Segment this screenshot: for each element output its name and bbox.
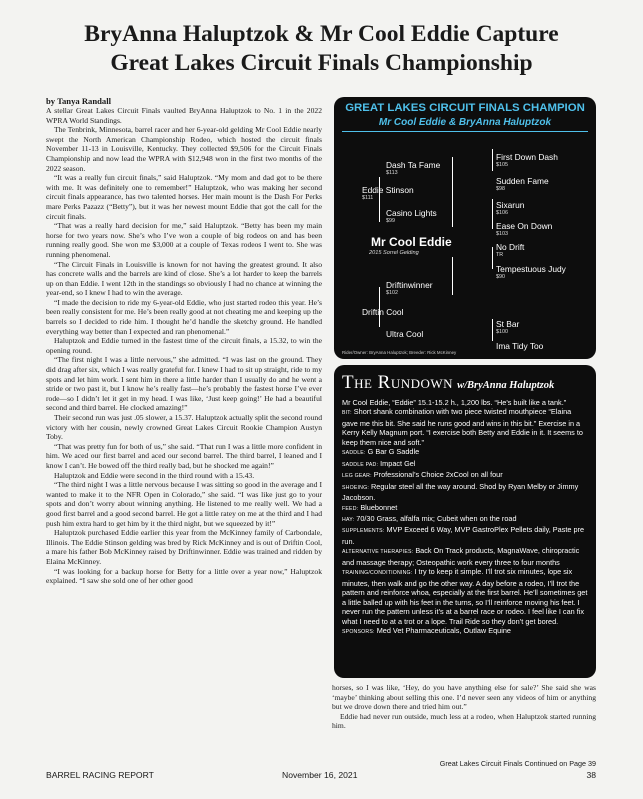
byline: by Tanya Randall [46, 96, 111, 106]
article-paragraph: Haluptzok and Eddie were second in the third round with a 15.43. [54, 470, 255, 480]
headline [0, 20, 643, 78]
article-paragraph: “I was looking for a backup horse for Betty for a little over a year now,” Haluptzok explained. “I saw she sold one of her other good [46, 566, 322, 586]
pedigree-dd-sire: St Bar $100 [496, 319, 520, 335]
owner-credit: Rider/Owner: BryAnna Haluptzok; Breeder: Rick McKinney [342, 350, 457, 355]
champion-box [334, 97, 596, 359]
rundown-item-text: MVP Exceed 6 Way, MVP GastroPlex Pellets daily, Paste pre run. [342, 525, 585, 546]
article-column-right [332, 683, 596, 757]
rundown-item-text: Short shank combination with two piece twisted mouthpiece “Elaina gave me this bit. She said he runs good and wins in this bit.” Exercise in a Kerry Kelly Magnum port. “I exercise both Betty and Eddie in it. It seems to keep them nice and soft.” [342, 407, 583, 447]
rundown-item [342, 482, 588, 503]
rundown-item [342, 459, 588, 470]
rundown-body [342, 398, 588, 637]
champion-divider [342, 131, 588, 132]
article-column-left [46, 106, 322, 746]
pedigree-line [492, 199, 493, 229]
rundown-item [342, 470, 588, 481]
article-paragraph: Haluptzok purchased Eddie earlier this year from the McKinney family of Carbondale, Illinois. The Eddie Stinson gelding was bred by Rick McKinney and is out of Driftin Cool, a mare his father Bob McKinney raised by Driftinwinner. Eddie was trained and ridden by Elaina McKinney. [46, 528, 322, 566]
footer-page-number: 38 [586, 770, 596, 780]
article-paragraph: Haluptzok and Eddie turned in the fastest time of the circuit finals, a 15.32, to win the opening round. [46, 336, 322, 355]
pedigree-line [452, 257, 453, 295]
rundown-item-text: Med Vet Pharmaceuticals, Outlaw Equine [376, 625, 511, 635]
pedigree-dam-dam: Ultra Cool [386, 329, 424, 339]
rundown-item-label: SPONSORS: [342, 628, 375, 635]
rundown-item-text: Regular steel all the way around. Shod by Ryan Melby or Jimmy Jacobson. [342, 481, 579, 503]
rundown-item-text: 70/30 Grass, alfalfa mix; Cubeit when on the road [356, 513, 517, 523]
pedigree-dd-dam: Ima Tidy Too [496, 341, 544, 351]
rundown-item-label: SUPPLEMENTS: [342, 528, 385, 535]
rundown-item-label: BIT: [342, 410, 352, 417]
rundown-item [342, 626, 588, 637]
rundown-item-text: Back On Track products, MagnaWave, chiropractic and massage therapy; Osteopathic work every three to four months [342, 546, 580, 567]
rundown-item-label: SHOEING: [342, 484, 369, 491]
pedigree-sd-dam: Ease On Down $103 [496, 221, 553, 237]
rundown-item-label: HAY: [342, 516, 355, 523]
article-paragraph: horses, so I was like, ‘Hey, do you have anything else for sale?’ She said she was ‘maybe’ thinking about selling this one. I’d never seen any videos of him or anything but we drove down there and tried him out.” [332, 683, 596, 712]
article-paragraph: Their second run was just .05 slower, a 15.37. Haluptzok actually split the second round victory with her cousin, newly crowned Great Lakes Circuit Rookie Champion Austyn Toby. [46, 413, 322, 442]
article-paragraph: Eddie had never run outside, much less at a rodeo, when Haluptzok started running him. [332, 711, 596, 731]
article-paragraph: “That was pretty fun for both of us,” she said. “That run I was a little more confident in him. We aced our first barrel and aced our second barrel. The third barrel, I leaned and I know I can’t. He bowed off the third really bad, but he shocked me again!” [46, 441, 322, 470]
article-paragraph: “The third night I was a little nervous because I was sitting so good in the average and I wanted to make it to the NFR Open in Colorado,” she said. “I was like just go to your spots and don’t worry about winning anything. He listened to me really well. We had a good first barrel and a good second barrel. He got a little ratey on me at the third and I had push him extra hard to get him by it the third night, but we squeezed by it!” [46, 480, 322, 528]
article-paragraph: “The Circuit Finals in Louisville is known for not having the greatest ground. It also has concrete walls and the barrels are kind of close. She’s a lot harder to keep the barrels up on than Eddie. I went 12th in the standings so obviously I had no chance at winning the year-end, so I knew I had to win the average. [46, 259, 322, 298]
article-paragraph: A stellar Great Lakes Circuit Finals vaulted BryAnna Haluptzok to No. 1 in the 2022 WPRA World Standings. [46, 106, 322, 125]
article-paragraph: “The first night I was a little nervous,” she admitted. “I was last on the ground. They did drag after six, which I was really grateful for. I knew I had to sit up straight, ride to my spots and let him work. I sent him in there a little harder than I usually do and he went a stride or two past it, but I know he’s really fast—he’s probably the fastest horse I’ve ever rode—so I didn’t let it get in my head. I was like, ‘Just keep going!’ He had a beautiful second and third barrel. He clocked amazing!” [46, 355, 322, 413]
pedigree-sire-sire: Dash Ta Fame $113 [386, 160, 441, 176]
pedigree-sd-sire: Sixarun $106 [496, 200, 525, 216]
rundown-item-label: SADDLE PAD: [342, 461, 379, 468]
champion-header: GREAT LAKES CIRCUIT FINALS CHAMPION [345, 102, 585, 114]
rundown-item-label: SADDLE: [342, 450, 366, 457]
champion-subheader: Mr Cool Eddie & BryAnna Haluptzok [378, 117, 552, 128]
rundown-intro: Mr Cool Eddie, “Eddie” 15.1-15.2 h., 1,200 lbs. “He’s built like a tank.” [342, 398, 567, 407]
pedigree-horse: Mr Cool Eddie 2015 Sorrel Gelding [369, 235, 452, 256]
pedigree-dam: Driftin Cool [362, 307, 404, 317]
rundown-item [342, 525, 588, 546]
rundown-item [342, 567, 588, 626]
rundown-box [334, 365, 596, 678]
pedigree-sire-dam: Casino Lights $99 [386, 208, 437, 224]
headline-line-2: Great Lakes Circuit Finals Championship [110, 50, 533, 76]
footer-publication: BARREL RACING REPORT [46, 770, 154, 780]
footer-date: November 16, 2021 [282, 770, 358, 780]
rundown-item [342, 447, 588, 458]
rundown-item-text: Bluebonnet [360, 502, 398, 512]
article-paragraph: The Tenbrink, Minnesota, barrel racer and her 6-year-old gelding Mr Cool Eddie nearly swept the North American Championship Rodeo, which hosted the circuit finals November 11-13 in Louisville, Kentucky. They collected $9,506 for the Circuit Finals Championship and now lead the WPRA with $12,948 won in the first two months of the 2022 season. [46, 125, 322, 173]
article-paragraph: “I made the decision to ride my 6-year-old Eddie, who just started rodeo this year. He’s been really consistent for me. He’s been really good at not cheating me and keeping up the barrels so I decided to ride him. I thought he’d handle the sketchy ground. He handled everything way better than I expected and ran phenomenal.” [46, 297, 322, 336]
article-paragraph: “That was a really hard decision for me,” said Haluptzok. “Betty has been my main horse for two years now. She’s who I’ve won a couple of big rodeos on and has been running really good. She won me $3,000 at a couple of Texas rodeos I went to. She was running phenomenal. [46, 221, 322, 259]
rundown-item [342, 407, 588, 447]
pedigree-line [492, 247, 493, 269]
pedigree-ds-sire: No Drift TR [496, 242, 525, 258]
pedigree-line [492, 149, 493, 171]
rundown-item [342, 503, 588, 514]
rundown-item-label: TRAINING/CONDITIONING: [342, 570, 413, 577]
rundown-item [342, 514, 588, 525]
rundown-item-label: LEG GEAR: [342, 473, 372, 480]
rundown-item-text: Impact Gel [380, 458, 416, 468]
rundown-item-label: ALTERNATIVE THERAPIES: [342, 549, 414, 556]
rundown-heading [342, 372, 554, 394]
rundown-item-label: FEED: [342, 505, 359, 512]
headline-line-1: BryAnna Haluptzok & Mr Cool Eddie Capture [84, 21, 559, 47]
pedigree-dam-sire: Driftinwinner $102 [386, 280, 433, 296]
continued-note: Great Lakes Circuit Finals Continued on Page 39 [439, 759, 596, 768]
rundown-item-text: I try to keep it simple. I’ll trot six minutes, lope six minutes, then walk and go the other way. A day before a rodeo, I’ll trot the pattern and reinforce whoa, especially at the first barrel. He’ll sometimes get a little balled up with his feet in the turns, so I’ll reinforce moving his feet. I never run the pattern unless it’s at a barrel race or rodeo. I feel like I can fix what I need to at a trot or a lope. Trail Ride so they don’t get bored. [342, 567, 588, 626]
pedigree-ds-dam: Tempestuous Judy $90 [496, 264, 566, 280]
rundown-with: w/BryAnna Haluptzok [457, 380, 555, 391]
pedigree-ss-dam: Sudden Fame $98 [496, 176, 549, 192]
pedigree-line [492, 319, 493, 341]
pedigree-line [452, 157, 453, 227]
pedigree-ss-sire: First Down Dash $105 [496, 152, 558, 168]
rundown-item [342, 546, 588, 567]
article-paragraph: “It was a really fun circuit finals,” said Haluptzok. “My mom and dad got to be there with me. It was definitely one to remember!” Haluptzok, who was making her second circuit finals appearance, has two talented horses. Her main mount is the Dash For Perks mare Perks Pazazz (“Betty”), but it was her newest mount Eddie that got the call for the circuit finals. [46, 173, 322, 221]
page-footer [46, 770, 596, 782]
pedigree-sire: Eddie Stinson $111 [362, 185, 414, 201]
rundown-item-text: G Bar G Saddle [367, 447, 420, 457]
rundown-item-text: Professional’s Choice 2xCool on all four [373, 470, 503, 480]
rundown-title: The Rundown [342, 372, 454, 393]
